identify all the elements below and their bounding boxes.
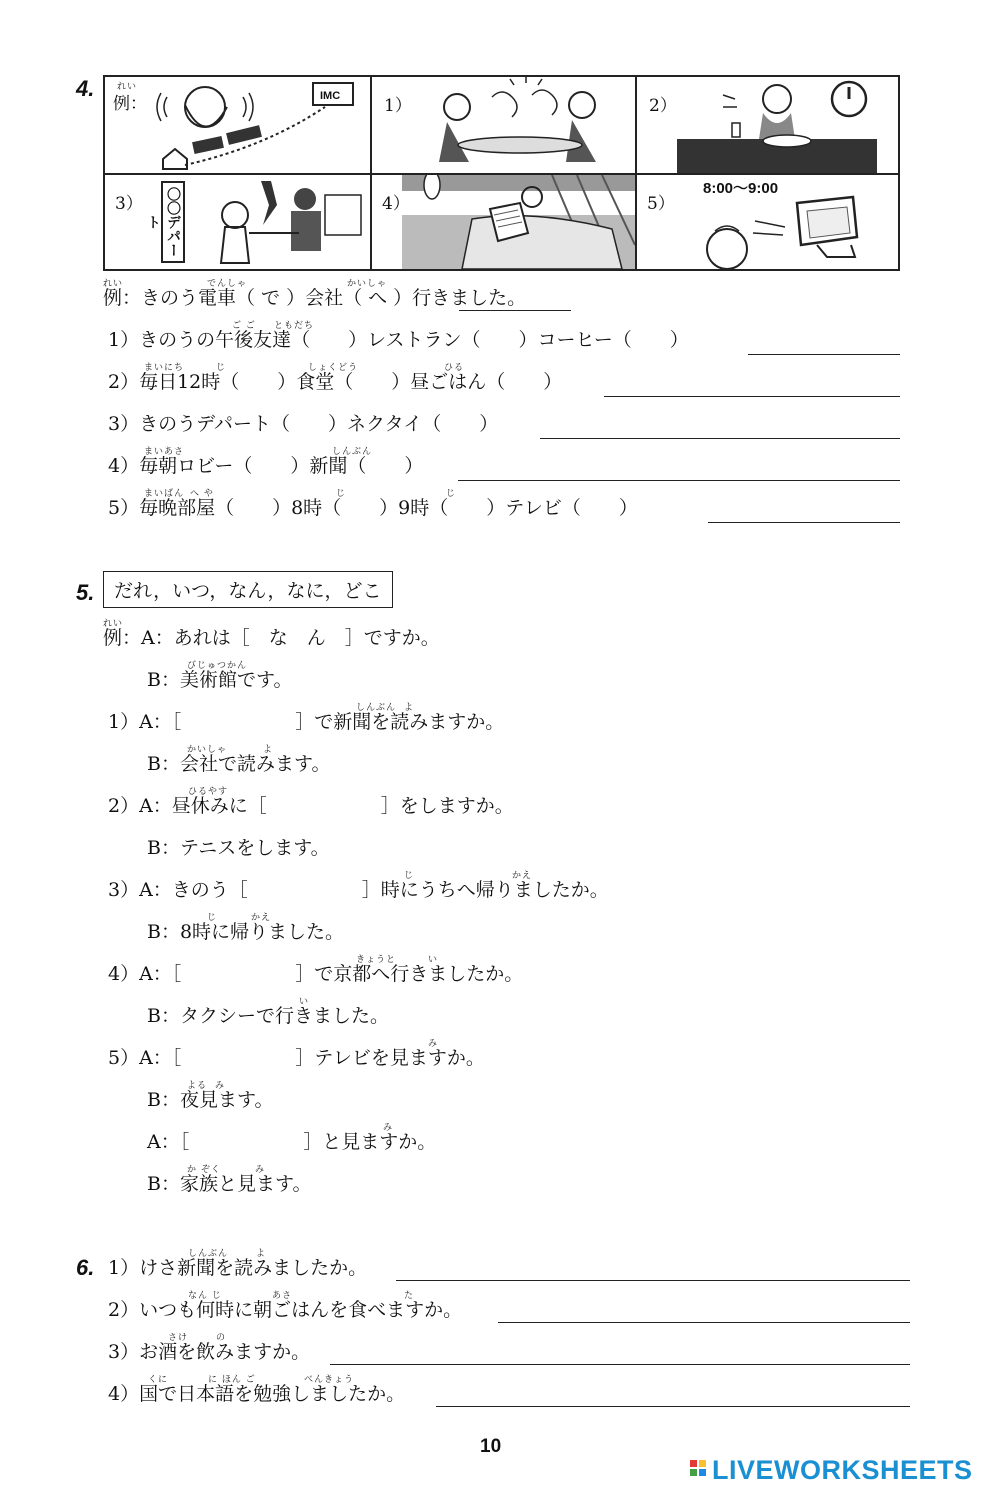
- picture-cell-2: 2）: [637, 77, 898, 173]
- section-4-number: 4.: [76, 76, 95, 101]
- s4-item-4: まいあさ しんぶん 4）毎朝ロビー（ ）新聞（ ）: [108, 447, 424, 477]
- s5-line-2a: ひるやす 2）A：昼休みに［ ］をしますか。: [108, 787, 514, 817]
- word-box: だれ，いつ，なん，なに，どこ: [103, 571, 393, 608]
- section-6-number: 6.: [76, 1255, 95, 1280]
- s5-line-3b: じ かえ B：8時に帰りました。: [147, 913, 345, 943]
- lobby-illustration: [402, 175, 635, 269]
- s5-line-5d: か ぞく み B：家族と見ます。: [147, 1165, 312, 1195]
- s4-item-5: まいばん へ や じ じ 5）毎晩部屋（ ）8時（ ）9時（ ）テレビ（ ）: [108, 489, 638, 519]
- tv-illustration: [687, 193, 898, 269]
- page-number: 10: [480, 1436, 502, 1457]
- section-5-number: 5.: [76, 580, 95, 605]
- s5-line-1b: かいしゃ よ B：会社で読みます。: [147, 745, 331, 775]
- tv-time-label: 8:00～9:00: [703, 180, 779, 197]
- s4-item-2: まいにち じ しょくどう ひる 2）毎日12時（ ）食堂（ ）昼ごはん（ ）: [108, 363, 563, 393]
- picture-cell-1: 1）: [372, 77, 635, 173]
- s5-line-1a: しんぶん よ 1）A：［ ］で新聞を読みますか。: [108, 703, 505, 733]
- s5-line-3a: じ かえ 3）A：きのう［ ］時にうちへ帰りましたか。: [108, 871, 609, 901]
- s5-line-5c: み A：［ ］と見ますか。: [147, 1123, 437, 1153]
- s6-item-4: くに に ほん ご べんきょう 4）国で日本語を勉強しましたか。: [108, 1375, 406, 1405]
- s5-line-2b: B：テニスをします。: [147, 837, 330, 859]
- shop-illustration: [195, 175, 370, 269]
- liveworksheets-logo-icon: [690, 1460, 708, 1478]
- s6-answer-2[interactable]: [498, 1322, 910, 1323]
- s5-line-5a: み 5）A：［ ］テレビを見ますか。: [108, 1039, 485, 1069]
- s4-item-1: ご ご ともだち 1）きのうの午後友達（ ）レストラン（ ）コーヒー（ ）: [108, 321, 689, 351]
- s4-answer-4[interactable]: [458, 480, 900, 481]
- picture-cell-5: 5） 8:00～9:00: [637, 175, 898, 269]
- s6-item-2: なん じ あさ た 2）いつも何時に朝ごはんを食べますか。: [108, 1291, 463, 1321]
- lunch-illustration: [677, 77, 898, 173]
- s4-answer-3[interactable]: [540, 438, 900, 439]
- s6-answer-1[interactable]: [396, 1280, 910, 1281]
- s4-item-3: 3）きのうデパート（ ）ネクタイ（ ）: [108, 413, 499, 435]
- s4-answer-5[interactable]: [708, 522, 900, 523]
- s5-line-4a: きょうと い 4）A：［ ］で京都へ行きましたか。: [108, 955, 524, 985]
- picture-cell-4: 4）: [372, 175, 635, 269]
- s5-line-ex-a: れい 例：A：あれは［ な ん ］ですか。: [103, 619, 440, 649]
- coffee-illustration: [422, 77, 635, 173]
- s4-answer-1[interactable]: [748, 354, 900, 355]
- s4-example-line: れい でんしゃ かいしゃ 例：きのう電車（ で ）会社（ へ ）行きました。: [103, 286, 526, 310]
- s5-line-4b: い B：タクシーで行きました。: [147, 997, 389, 1027]
- liveworksheets-brand: LIVEWORKSHEETS: [712, 1455, 973, 1485]
- example-underline: [459, 310, 571, 311]
- picture-cell-example: れい 例： IMC: [105, 77, 370, 173]
- s4-answer-2[interactable]: [604, 396, 900, 397]
- picture-grid: [103, 75, 900, 271]
- s6-answer-3[interactable]: [330, 1364, 910, 1365]
- s6-answer-4[interactable]: [436, 1406, 910, 1407]
- department-store-sign: 〇〇デパート: [161, 181, 185, 263]
- s5-line-ex-b: びじゅつかん B：美術館です。: [147, 661, 293, 691]
- s5-line-5b: よる み B：夜見ます。: [147, 1081, 274, 1111]
- imc-sign: IMC: [320, 90, 341, 102]
- s6-item-1: しんぶん よ 1）けさ新聞を読みましたか。: [108, 1249, 368, 1279]
- picture-cell-3: 3） 〇〇デパート: [105, 175, 370, 269]
- s6-item-3: さけ の 3）お酒を飲みますか。: [108, 1333, 311, 1363]
- train-illustration: [145, 77, 370, 173]
